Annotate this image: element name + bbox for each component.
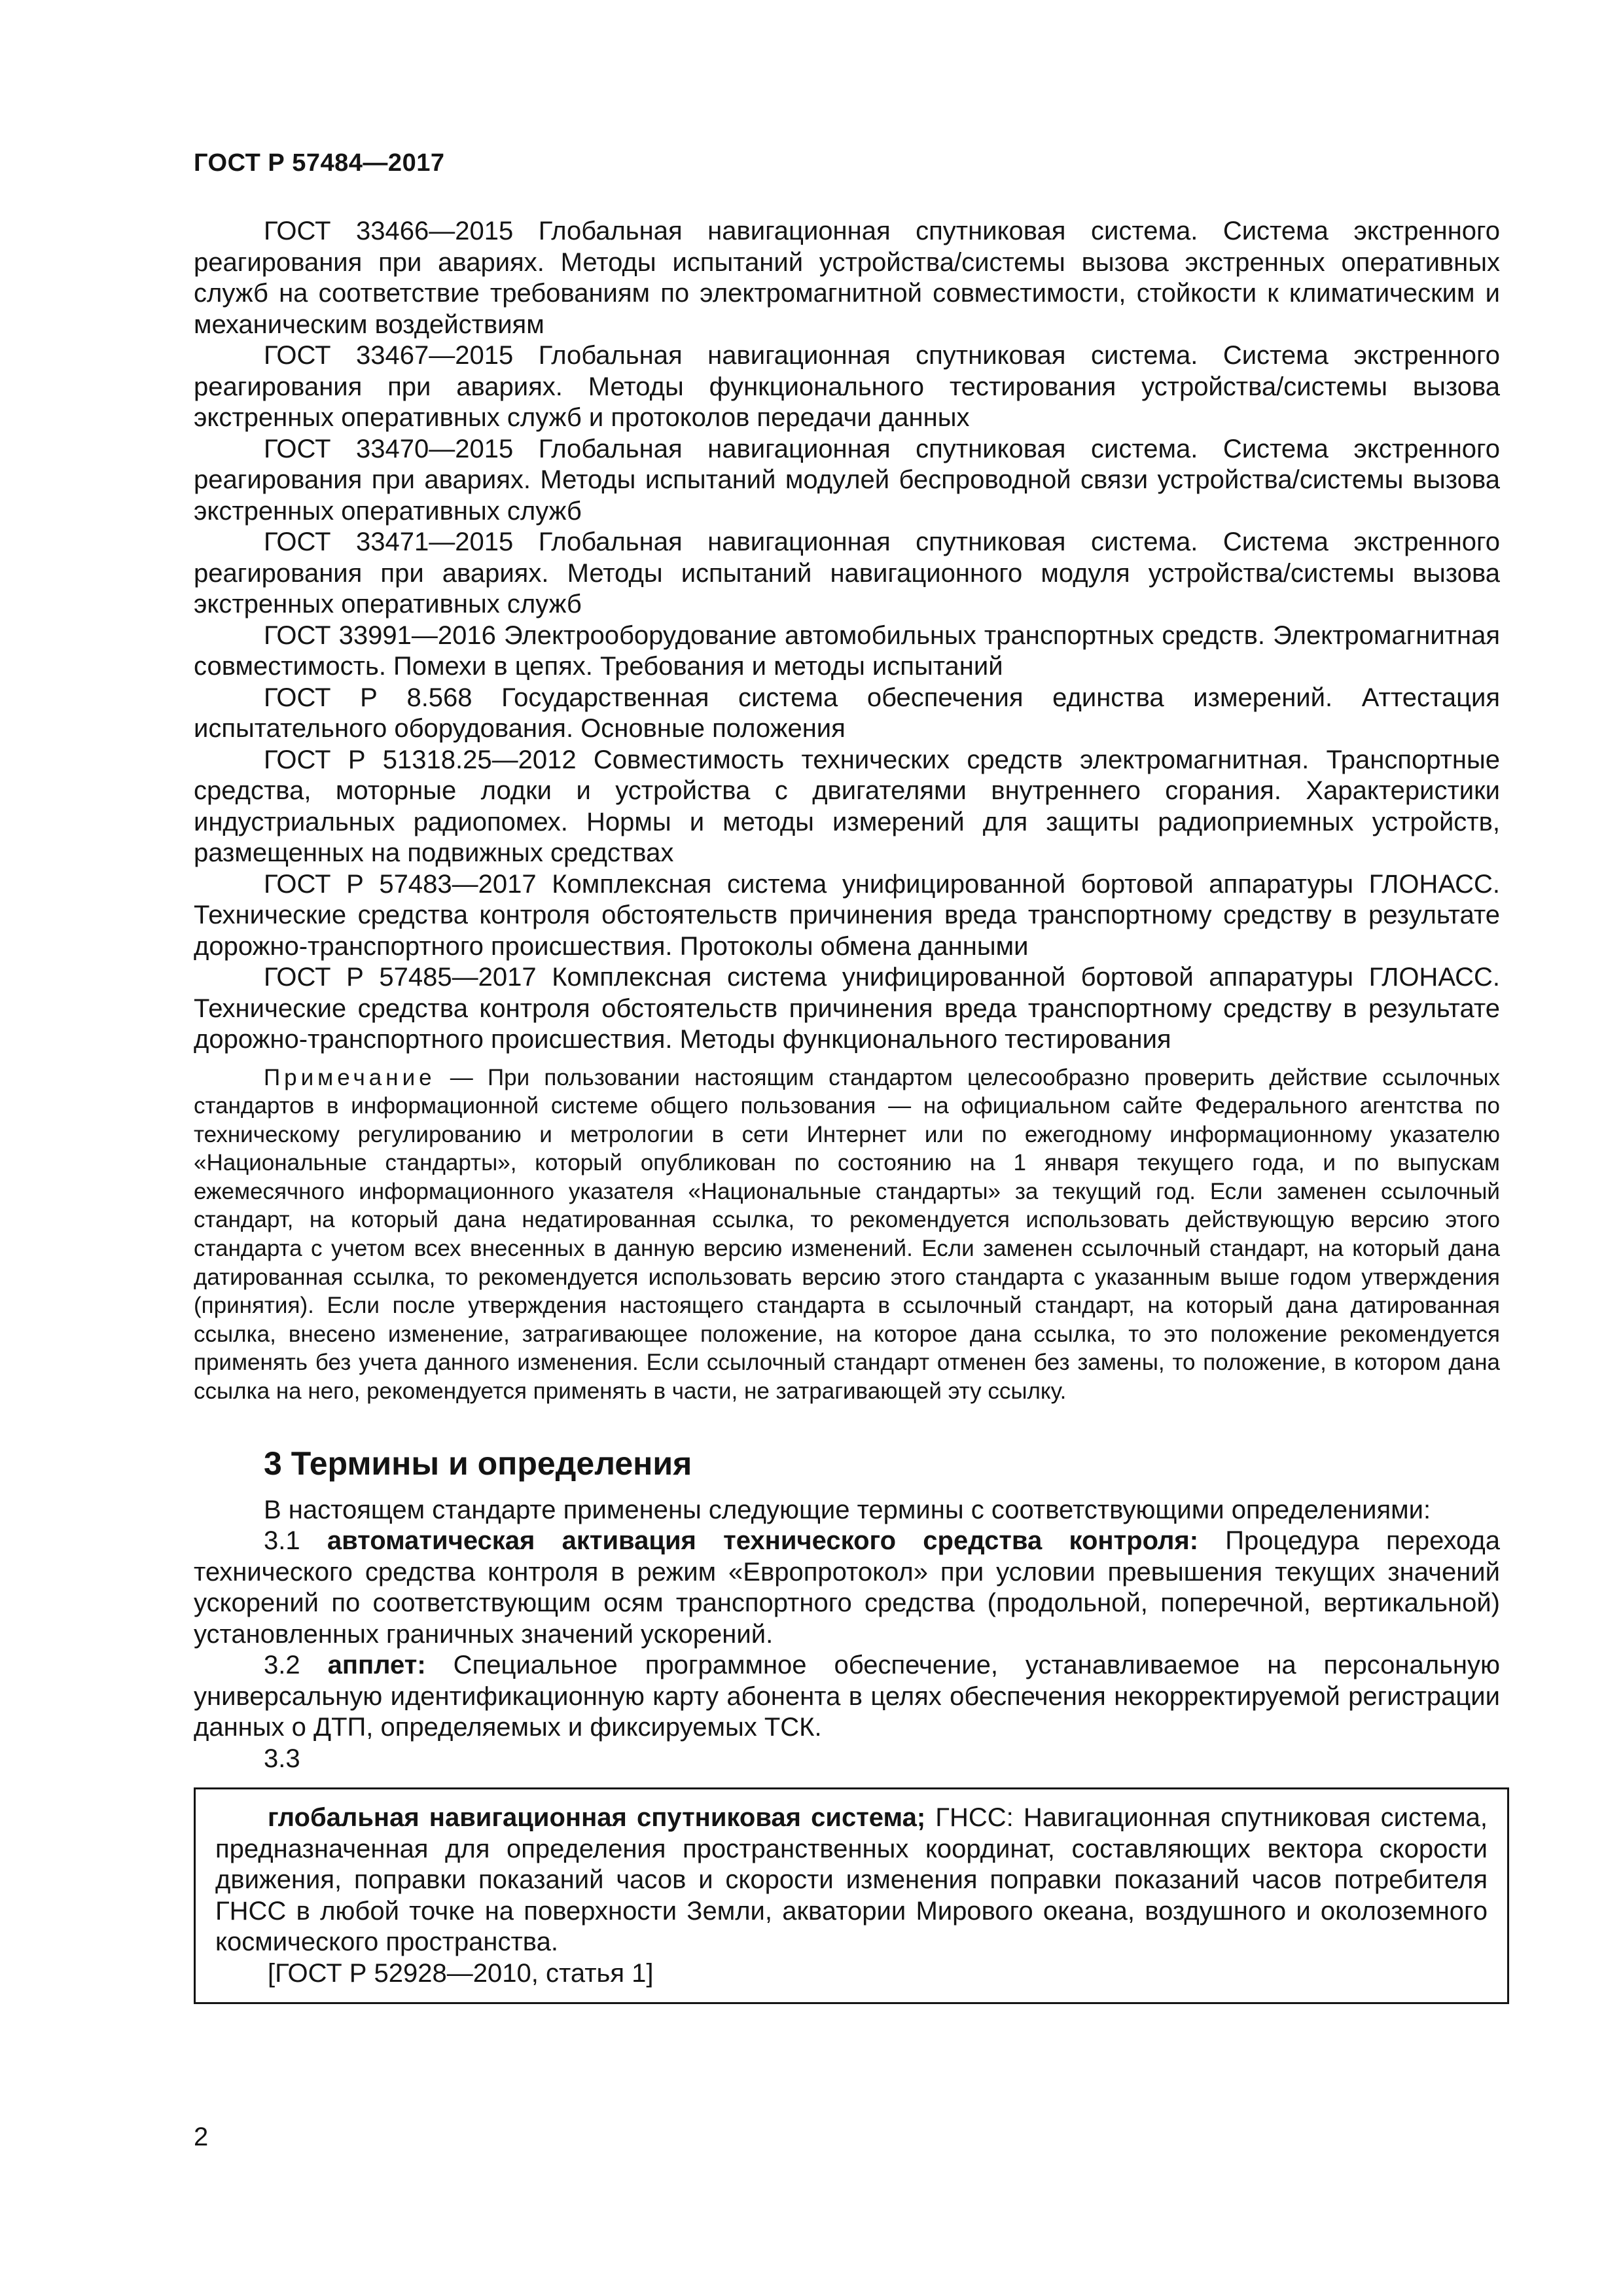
- reference-item: ГОСТ Р 8.568 Государственная система обеспечения единства измерений. Аттестация испытательного оборудования. Основные положения: [194, 683, 1500, 743]
- section-title: 3 Термины и определения: [264, 1444, 692, 1482]
- reference-item: ГОСТ 33991—2016 Электрооборудование автомобильных транспортных средств. Электромагнитная совместимость. Помехи в цепях. Требования и методы испытаний: [194, 620, 1500, 681]
- note-text: — При пользовании настоящим стандартом целесообразно проверить действие ссылочных стандартов в информационной системе общего пользования — на официальном сайте Федерального агентства по техническому регулированию и метрологии в сети Интернет или по ежегодному информационному указателю «Национальные стандарты», который опубликован по состоянию на 1 января текущего года, и по выпускам ежемесячного информационного указателя «Национальные стандарты» за текущий год. Если заменен ссылочный стандарт, на который дана недатированная ссылка, то рекомендуется использовать действующую версию этого стандарта с учетом всех внесенных в данную версию изменений. Если заменен ссылочный стандарт, на который дана датированная ссылка, то рекомендуется использовать версию этого стандарта с указанным выше годом утверждения (принятия). Если после утверждения настоящего стандарта в ссылочный стандарт, на который дана датированная ссылка, внесено изменение, затрагивающее положение, на которое дана ссылка, то это положение рекомендуется применять без учета данного изменения. Если ссылочный стандарт отменен без замены, то положение, в котором дана ссылка на него, рекомендуется применять в части, не затрагивающей эту ссылку.: [194, 1064, 1500, 1405]
- section-intro: В настоящем стандарте применены следующие термины с соответствующими определениями:: [264, 1495, 1431, 1524]
- term-name: глобальная навигационная спутниковая система;: [268, 1803, 926, 1833]
- term-3-2: [194, 1650, 1500, 1744]
- reference-item: ГОСТ 33471—2015 Глобальная навигационная спутниковая система. Система экстренного реагирования при авариях. Методы испытаний навигационного модуля устройства/системы вызова экстренных оперативных служб: [194, 528, 1500, 619]
- normative-references: [194, 216, 1500, 1056]
- note-label: Примечание: [264, 1064, 436, 1090]
- term-name: апплет:: [327, 1651, 426, 1680]
- page-number: 2: [194, 2123, 209, 2151]
- reference-item: ГОСТ Р 57485—2017 Комплексная система унифицированной бортовой аппаратуры ГЛОНАСС. Технические средства контроля обстоятельств причинения вреда транспортному средству в результате дорожно-транспортного происшествия. Методы функционального тестирования: [194, 963, 1500, 1054]
- document-code: ГОСТ Р 57484—2017: [194, 149, 445, 177]
- reference-item: ГОСТ 33466—2015 Глобальная навигационная спутниковая система. Система экстренного реагирования при авариях. Методы испытаний устройства/системы вызова экстренных оперативных служб на соответствие требованиям по электромагнитной совместимости, стойкости к климатическим и механическим воздействиям: [194, 217, 1500, 339]
- term-name: автоматическая активация технического средства контроля:: [327, 1526, 1199, 1556]
- term-number: 3.1: [264, 1526, 327, 1556]
- term-source: [ГОСТ Р 52928—2010, статья 1]: [268, 1958, 654, 1988]
- page-body: [194, 216, 1500, 2004]
- term-definition: Процедура перехода технического средства контроля в режим «Европротокол» при условии превышения текущих значений ускорений по соответствующим осям транспортного средства (продольной, поперечной, вертикальной) установленных граничных значений ускорений.: [194, 1526, 1500, 1649]
- reference-item: ГОСТ Р 51318.25—2012 Совместимость технических средств электромагнитная. Транспортные средства, моторные лодки и устройства с двигателями внутреннего сгорания. Характеристики индустриальных радиопомех. Нормы и методы измерений для защиты радиоприемных устройств, размещенных на подвижных средствах: [194, 745, 1500, 867]
- note-paragraph: [194, 1064, 1500, 1406]
- reference-item: ГОСТ Р 57483—2017 Комплексная система унифицированной бортовой аппаратуры ГЛОНАСС. Технические средства контроля обстоятельств причинения вреда транспортному средству в результате дорожно-транспортного происшествия. Протоколы обмена данными: [194, 869, 1500, 961]
- term-definition: ГНСС: Навигационная спутниковая система, предназначенная для определения пространственных координат, составляющих вектора скорости движения, поправки показаний часов и скорости изменения поправки показаний часов потребителя ГНСС в любой точке на поверхности Земли, акватории Мирового океана, воздушного и околоземного космического пространства.: [215, 1803, 1488, 1957]
- term-definition: Специальное программное обеспечение, устанавливаемое на персональную универсальную идентификационную карту абонента в целях обеспечения некорректируемой регистрации данных о ДТП, определяемых и фиксируемых ТСК.: [194, 1651, 1501, 1742]
- term-3-3-box: [194, 1787, 1509, 2004]
- term-3-3-number: 3.3: [264, 1744, 300, 1773]
- term-number: 3.2: [264, 1651, 328, 1680]
- reference-item: ГОСТ 33467—2015 Глобальная навигационная спутниковая система. Система экстренного реагирования при авариях. Методы функционального тестирования устройства/системы вызова экстренных оперативных служб и протоколов передачи данных: [194, 341, 1500, 432]
- term-3-1: [194, 1526, 1500, 1650]
- term-3-3: [215, 1803, 1488, 1958]
- reference-item: ГОСТ 33470—2015 Глобальная навигационная спутниковая система. Система экстренного реагирования при авариях. Методы испытаний модулей беспроводной связи устройства/системы вызова экстренных оперативных служб: [194, 434, 1500, 526]
